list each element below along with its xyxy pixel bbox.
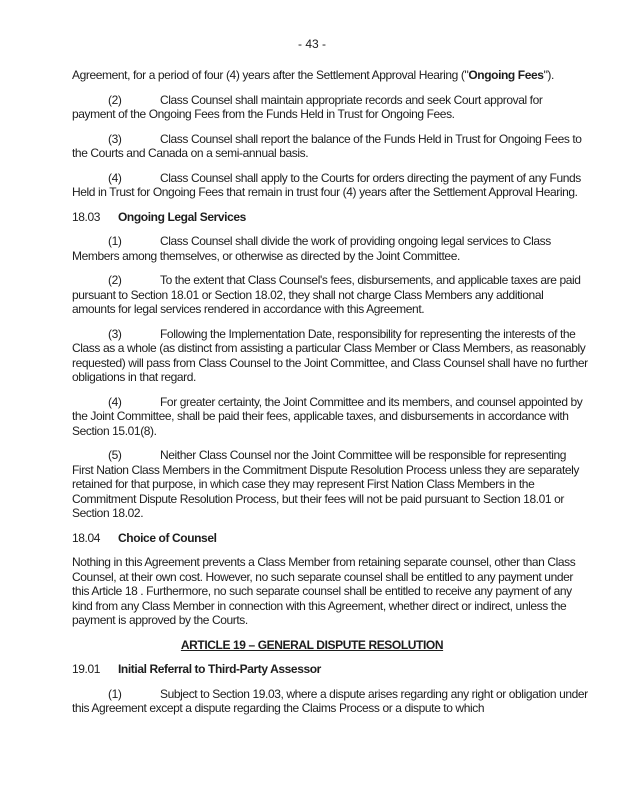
paragraph-text: Class Counsel shall apply to the Courts for orders directing the payment of any Funds Held in Trust for Ongoing Fees that remain in trust four (4) years after the Settlement Approval Hearing. — [72, 170, 581, 199]
body-paragraph: Nothing in this Agreement prevents a Class Member from retaining separate counsel, other than Class Counsel, at their own cost. However, no such separate counsel shall be entitled to any payment under this Article 18 . Furthermore, no such separate counsel shall be entitled to receive any payment of any kind from any Class Member in connection with this Agreement, whether direct or indirect, unless the payment is approved by the Courts. — [72, 555, 576, 627]
section-heading-19-01 — [72, 662, 588, 677]
continuation-paragraph — [72, 68, 588, 83]
paragraph — [72, 132, 588, 161]
paragraph-number: (1) — [108, 686, 122, 701]
paragraph-number: (3) — [108, 131, 122, 146]
section-number: 18.03 — [72, 209, 101, 224]
paragraph-number: (2) — [108, 273, 122, 287]
paragraph — [72, 273, 588, 317]
paragraph-number: (3) — [108, 326, 122, 341]
paragraph-number: (2) — [108, 92, 122, 107]
section-number: 18.04 — [72, 530, 101, 545]
paragraph-text: "). — [543, 68, 554, 82]
section-title: Choice of Counsel — [118, 530, 217, 545]
paragraph — [72, 327, 588, 385]
paragraph-text: Class Counsel shall divide the work of providing ongoing legal services to Class Members among themselves, or otherwise as directed by the Joint Committee. — [72, 234, 551, 263]
paragraph — [72, 171, 588, 200]
paragraph-number: (5) — [108, 448, 122, 462]
section-heading-18-03 — [72, 210, 588, 225]
paragraph-text: Subject to Section 19.03, where a dispute arises regarding any right or obligation under this Agreement except a dispute regarding the Claims Process or a dispute to which — [72, 686, 588, 715]
paragraph — [72, 687, 588, 716]
article-heading — [0, 638, 624, 653]
paragraph-number: (4) — [108, 394, 122, 409]
paragraph-number: (4) — [108, 170, 122, 185]
defined-term-bold: Ongoing Fees — [468, 68, 544, 82]
paragraph-number: (1) — [108, 234, 122, 248]
section-heading-18-04 — [72, 531, 588, 546]
paragraph-text: Following the Implementation Date, responsibility for representing the interests of the Class as a whole (as distinct from assisting a particular Class Member or Class Members, as reasonably requested) will pass from Class Counsel to the Joint Committee, and Class Counsel shall have no further obligations in that regard. — [72, 326, 588, 384]
section-number: 19.01 — [72, 662, 101, 676]
paragraph-text: Agreement, for a period of four (4) years after the Settlement Approval Hearing (" — [72, 68, 469, 82]
paragraph — [72, 93, 588, 122]
paragraph-text: Class Counsel shall report the balance of the Funds Held in Trust for Ongoing Fees to the Courts and Canada on a semi-annual basis. — [72, 131, 582, 160]
paragraph — [72, 395, 588, 439]
paragraph — [72, 234, 588, 263]
section-title: Ongoing Legal Services — [118, 209, 246, 224]
paragraph-text: Class Counsel shall maintain appropriate records and seek Court approval for payment of the Ongoing Fees from the Funds Held in Trust for Ongoing Fees. — [72, 92, 543, 121]
paragraph-text: To the extent that Class Counsel's fees, disbursements, and applicable taxes are paid pursuant to Section 18.01 or Section 18.02, they shall not charge Class Members any additional amounts for legal services rendered in accordance with this Agreement. — [72, 273, 581, 316]
section-title: Initial Referral to Third-Party Assessor — [118, 662, 321, 676]
article-heading-text: ARTICLE 19 – GENERAL DISPUTE RESOLUTION — [180, 637, 444, 652]
paragraph-text: Neither Class Counsel nor the Joint Committee will be responsible for representing First Nation Class Members in the Commitment Dispute Resolution Process unless they are separately retained for that purpose, in which case they may represent First Nation Class Members in the Commitment Dispute Resolution Process, but their fees will not be paid pursuant to Section 18.01 or Section 18.02. — [72, 448, 580, 520]
paragraph — [72, 448, 588, 521]
paragraph-text: For greater certainty, the Joint Committee and its members, and counsel appointed by the Joint Committee, shall be paid their fees, applicable taxes, and disbursements in accordance with Section 15.01(8). — [72, 394, 583, 438]
page-number: - 43 - — [297, 37, 326, 51]
